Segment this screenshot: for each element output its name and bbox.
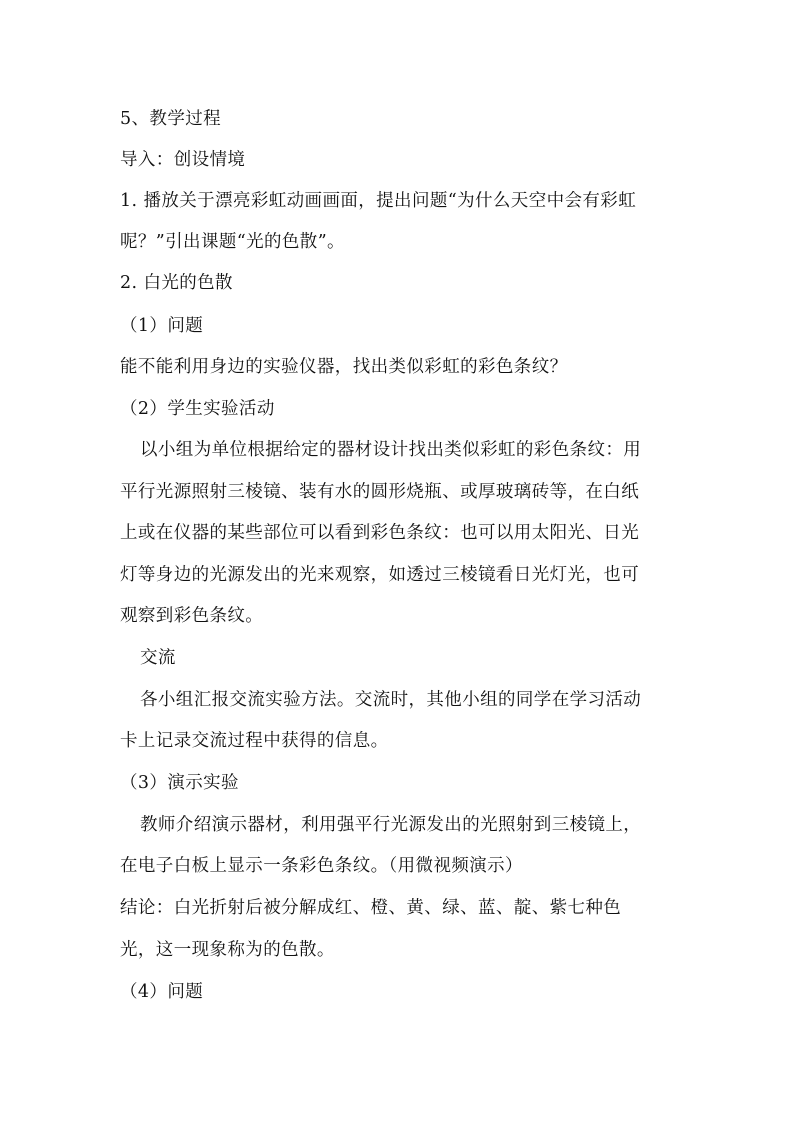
subheading: 交流: [140, 648, 176, 668]
subheading: 2. 白光的色散: [120, 273, 233, 293]
paragraph-line: 灯等身边的光源发出的光来观察，如透过三棱镜看日光灯光，也可: [120, 565, 640, 585]
paragraph-line: 观察到彩色条纹。: [120, 606, 264, 626]
subheading: （3）演示实验: [120, 773, 239, 793]
conclusion-line: 结论：白光折射后被分解成红、橙、黄、绿、蓝、靛、紫七种色: [120, 898, 622, 918]
paragraph-line: 卡上记录交流过程中获得的信息。: [120, 731, 389, 751]
paragraph-line: 教师介绍演示器材，利用强平行光源发出的光照射到三棱镜上，: [140, 815, 642, 835]
paragraph-line: 以小组为单位根据给定的器材设计找出类似彩虹的彩色条纹：用: [140, 440, 642, 460]
intro-heading: 导入：创设情境: [120, 150, 246, 170]
subheading: （1）问题: [120, 316, 204, 336]
paragraph-line: 能不能利用身边的实验仪器，找出类似彩虹的彩色条纹？: [120, 357, 568, 377]
paragraph-line: 各小组汇报交流实验方法。交流时，其他小组的同学在学习活动: [140, 690, 642, 710]
paragraph-line: 在电子白板上显示一条彩色条纹。（用微视频演示）: [120, 856, 523, 876]
paragraph-line: 呢？”引出课题“光的色散”。: [120, 232, 345, 252]
paragraph-line: 平行光源照射三棱镜、装有水的圆形烧瓶、或厚玻璃砖等，在白纸: [120, 482, 640, 502]
conclusion-line: 光，这一现象称为的色散。: [120, 940, 335, 960]
paragraph-line: 上或在仪器的某些部位可以看到彩色条纹：也可以用太阳光、日光: [120, 523, 640, 543]
paragraph-line: 1. 播放关于漂亮彩虹动画画面，提出问题“为什么天空中会有彩虹: [120, 191, 637, 211]
section-heading: 5、教学过程: [120, 109, 222, 129]
subheading: （2）学生实验活动: [120, 399, 275, 419]
subheading: （4）问题: [120, 982, 204, 1002]
